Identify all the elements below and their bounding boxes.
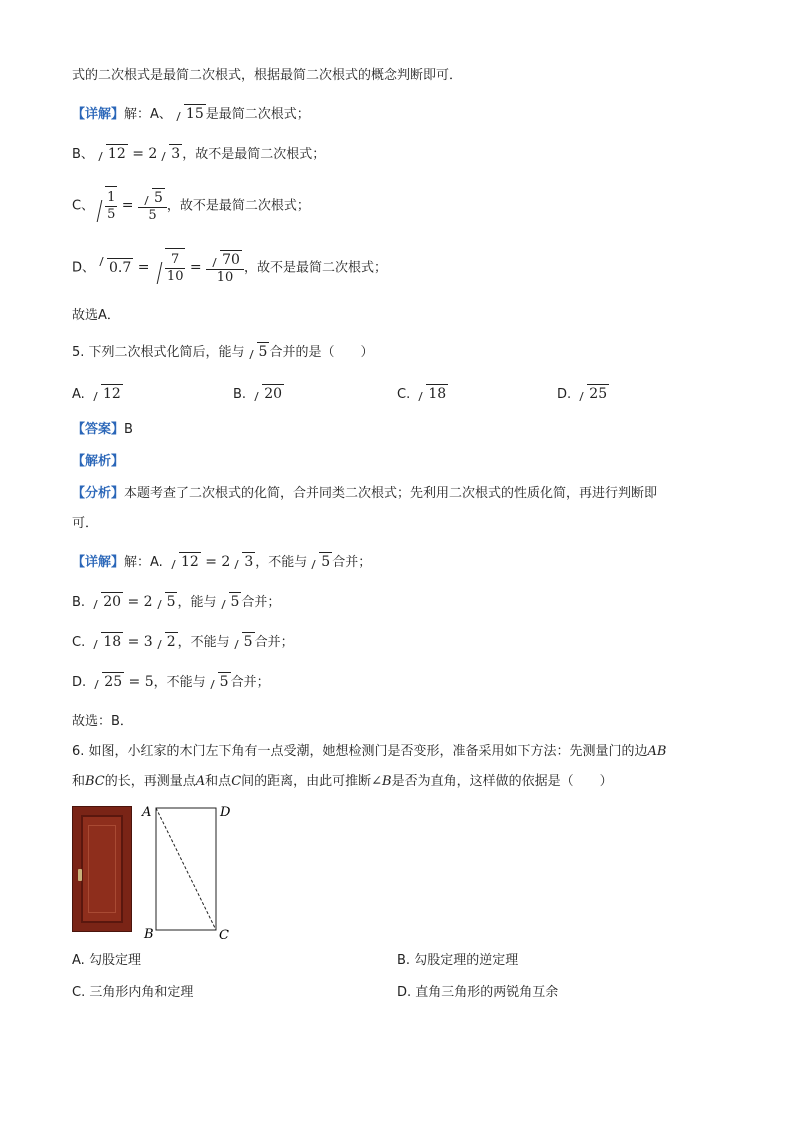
- q5-analysis-tag: 【解析】: [72, 454, 125, 469]
- q5-detail-b: B. 20 = 2 5 ，能与 5 合并；: [72, 594, 281, 610]
- sqrt: 3: [159, 144, 182, 164]
- q5-choose: 故选：B．: [72, 714, 133, 729]
- q6-stem-1: 6. 如图，小红家的木门左下角有一点受潮，她想检测门是否变形，准备采用如下方法：先测量门的边AB: [72, 744, 667, 759]
- q6-option-a: A. 勾股定理: [72, 953, 141, 968]
- label-c: C: [219, 928, 229, 942]
- q6-option-c: C. 三角形内角和定理: [72, 985, 194, 1000]
- prev-detail-a: 【详解】解：A、 15 是最简二次根式；: [72, 106, 310, 122]
- q5-detail-c: C. 18 = 3 2 ，不能与 5 合并；: [72, 634, 294, 650]
- q5-stem: 5. 下列二次根式化简后，能与 5 合并的是（ ）: [72, 344, 374, 360]
- prev-detail-c: C、 $\frac{1}{5}$ = $\frac{5}{5}$ ，故不是最简二次根式；: [72, 186, 310, 226]
- door-image: [72, 806, 132, 932]
- q6-option-b: B. 勾股定理的逆定理: [397, 953, 519, 968]
- intro-line: 式的二次根式是最简二次根式，根据最简二次根式的概念判断即可．: [72, 68, 463, 83]
- prev-detail-b: B、 12 = 2 3 ，故不是最简二次根式；: [72, 146, 326, 162]
- q5-detail-a: 【详解】解：A. 12 = 2 3 ，不能与 5 合并；: [72, 554, 372, 570]
- q5-fenxi-cont: 可．: [72, 516, 99, 531]
- q5-detail-d: D. 25 = 5，不能与 5 合并；: [72, 674, 270, 690]
- q6-stem-2: 和BC的长，再测量点A和点C间的距离，由此可推断∠B是否为直角，这样做的依据是（ ）: [72, 774, 613, 789]
- door-diagram: [140, 800, 240, 942]
- q5-answer: 【答案】B: [72, 422, 133, 437]
- q5-option-d: D. 25: [557, 386, 608, 402]
- label-b: B: [144, 927, 154, 942]
- q5-option-c: C. 18: [397, 386, 447, 402]
- q5-fenxi: 【分析】本题考查了二次根式的化简，合并同类二次根式；先利用二次根式的性质化简，再进行判断即: [72, 486, 658, 501]
- sqrt: 0.7: [97, 249, 133, 287]
- q5-option-a: A. 12: [72, 386, 121, 402]
- fraction: $\frac{70}{10}$: [206, 250, 244, 286]
- sqrt: 15: [174, 104, 206, 124]
- fraction: $\frac{5}{5}$: [138, 188, 167, 224]
- detail-tag: 【详解】: [72, 107, 125, 122]
- q5-option-b: B. 20: [233, 386, 283, 402]
- door-handle: [78, 869, 82, 881]
- sqrt: 12: [96, 144, 128, 164]
- q6-option-d: D. 直角三角形的两锐角互余: [397, 985, 559, 1000]
- label-d: D: [220, 805, 231, 820]
- diagonal-ac: [156, 808, 216, 930]
- prev-choose: 故选A．: [72, 308, 120, 323]
- sqrt-fraction: $\frac{1}{5}$: [94, 186, 117, 226]
- sqrt-fraction: $\frac{7}{10}$: [154, 248, 186, 288]
- prev-detail-d: D、 0.7 = $\frac{7}{10}$ = $\frac{70}{10}$ ，故不是最简二次根式；: [72, 248, 387, 288]
- label-a: A: [142, 805, 152, 820]
